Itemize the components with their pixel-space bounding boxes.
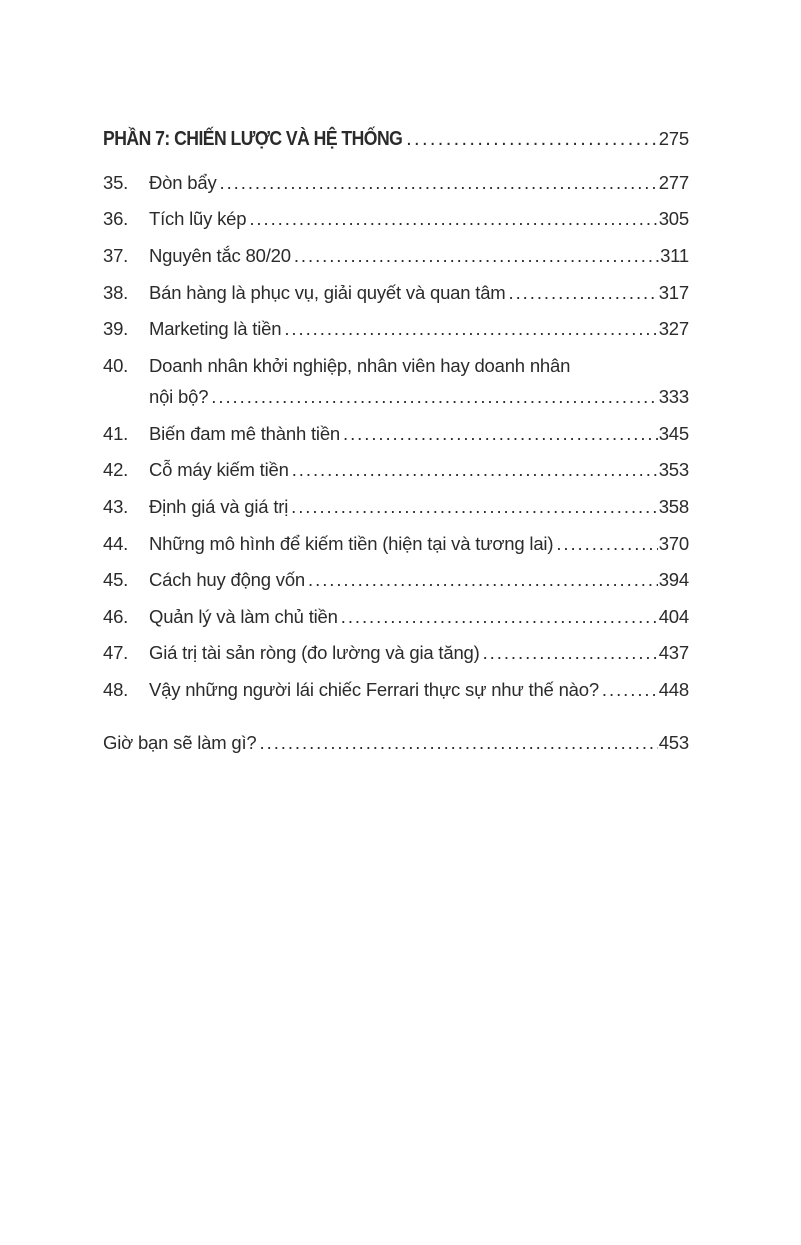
chapter-title: Marketing là tiền: [149, 318, 282, 339]
page-number: 275: [658, 128, 689, 149]
toc-entry[interactable]: [103, 282, 689, 304]
chapter-number: 35.: [103, 172, 129, 193]
dot-leader: [294, 245, 659, 267]
part-title: PHẦN 7: CHIẾN LƯỢC VÀ HỆ THỐNG: [103, 128, 403, 150]
toc-part-heading[interactable]: [103, 128, 689, 151]
chapter-number: 45.: [103, 569, 129, 590]
chapter-title-line1: Doanh nhân khởi nghiệp, nhân viên hay doanh nhân: [149, 355, 571, 376]
toc-entry[interactable]: [103, 496, 689, 518]
toc-entry[interactable]: [103, 208, 689, 230]
dot-leader: [292, 459, 658, 481]
dot-leader: [291, 496, 658, 518]
chapter-number: 39.: [103, 318, 129, 339]
dot-leader: [260, 732, 658, 754]
chapter-number: 41.: [103, 423, 129, 444]
dot-leader: [509, 282, 658, 304]
dot-leader: [284, 318, 657, 340]
page-number: 404: [658, 606, 689, 627]
dot-leader: [308, 569, 658, 591]
chapter-title: Tích lũy kép: [149, 208, 247, 229]
chapter-title: Bán hàng là phục vụ, giải quyết và quan tâm: [149, 282, 506, 303]
chapter-number: 38.: [103, 282, 129, 303]
chapter-number: 40.: [103, 355, 129, 376]
dot-leader: [249, 208, 657, 230]
page-number: 358: [658, 496, 689, 517]
chapter-title: Quản lý và làm chủ tiền: [149, 606, 338, 627]
toc-entry[interactable]: [103, 245, 689, 267]
toc-closing-entry[interactable]: [103, 732, 689, 754]
toc-entry-multiline-first[interactable]: [103, 355, 689, 377]
chapter-title: Vậy những người lái chiếc Ferrari thực sự như thế nào?: [149, 679, 599, 700]
dot-leader: [341, 606, 658, 628]
chapter-title: Giá trị tài sản ròng (đo lường và gia tăng): [149, 642, 480, 663]
page-number: 311: [660, 245, 689, 266]
page-number: 327: [658, 318, 689, 339]
page-number: 345: [658, 423, 689, 444]
dot-leader: [406, 128, 658, 151]
chapter-number: 46.: [103, 606, 129, 627]
page-number: 305: [658, 208, 689, 229]
page-number: 437: [658, 642, 689, 663]
chapter-title: Những mô hình để kiếm tiền (hiện tại và tương lai): [149, 533, 554, 554]
chapter-title: Cách huy động vốn: [149, 569, 306, 590]
chapter-title: Đòn bẩy: [149, 172, 217, 193]
dot-leader: [211, 386, 657, 408]
toc-entry[interactable]: [103, 642, 689, 664]
toc-entry[interactable]: [103, 423, 689, 445]
chapter-number: 48.: [103, 679, 129, 700]
page-number: 333: [658, 386, 689, 407]
toc-entry-multiline-second[interactable]: [103, 386, 689, 408]
dot-leader: [602, 679, 658, 701]
toc-entry[interactable]: [103, 679, 689, 701]
chapter-number: 47.: [103, 642, 129, 663]
chapter-title: Định giá và giá trị: [149, 496, 289, 517]
toc-entry[interactable]: [103, 533, 689, 555]
toc-entry[interactable]: [103, 172, 689, 194]
page-number: 317: [658, 282, 689, 303]
chapter-number: 42.: [103, 459, 129, 480]
chapter-title-line2: nội bộ?: [149, 386, 209, 407]
chapter-number: 37.: [103, 245, 129, 266]
toc-entry[interactable]: [103, 606, 689, 628]
closing-title: Giờ bạn sẽ làm gì?: [103, 732, 257, 753]
chapter-number: 44.: [103, 533, 129, 554]
page-number: 448: [658, 679, 689, 700]
toc-entry[interactable]: [103, 459, 689, 481]
page-number: 394: [658, 569, 689, 590]
page-number: 353: [658, 459, 689, 480]
chapter-title: Cỗ máy kiếm tiền: [149, 459, 289, 480]
toc-entry[interactable]: [103, 569, 689, 591]
page-number: 370: [658, 533, 689, 554]
page-number: 453: [658, 732, 689, 753]
page-number: 277: [658, 172, 689, 193]
chapter-title: Nguyên tắc 80/20: [149, 245, 291, 266]
dot-leader: [556, 533, 657, 555]
dot-leader: [220, 172, 658, 194]
dot-leader: [483, 642, 658, 664]
chapter-number: 43.: [103, 496, 129, 517]
chapter-title: Biến đam mê thành tiền: [149, 423, 340, 444]
chapter-number: 36.: [103, 208, 129, 229]
toc-entry[interactable]: [103, 318, 689, 340]
dot-leader: [343, 423, 658, 445]
